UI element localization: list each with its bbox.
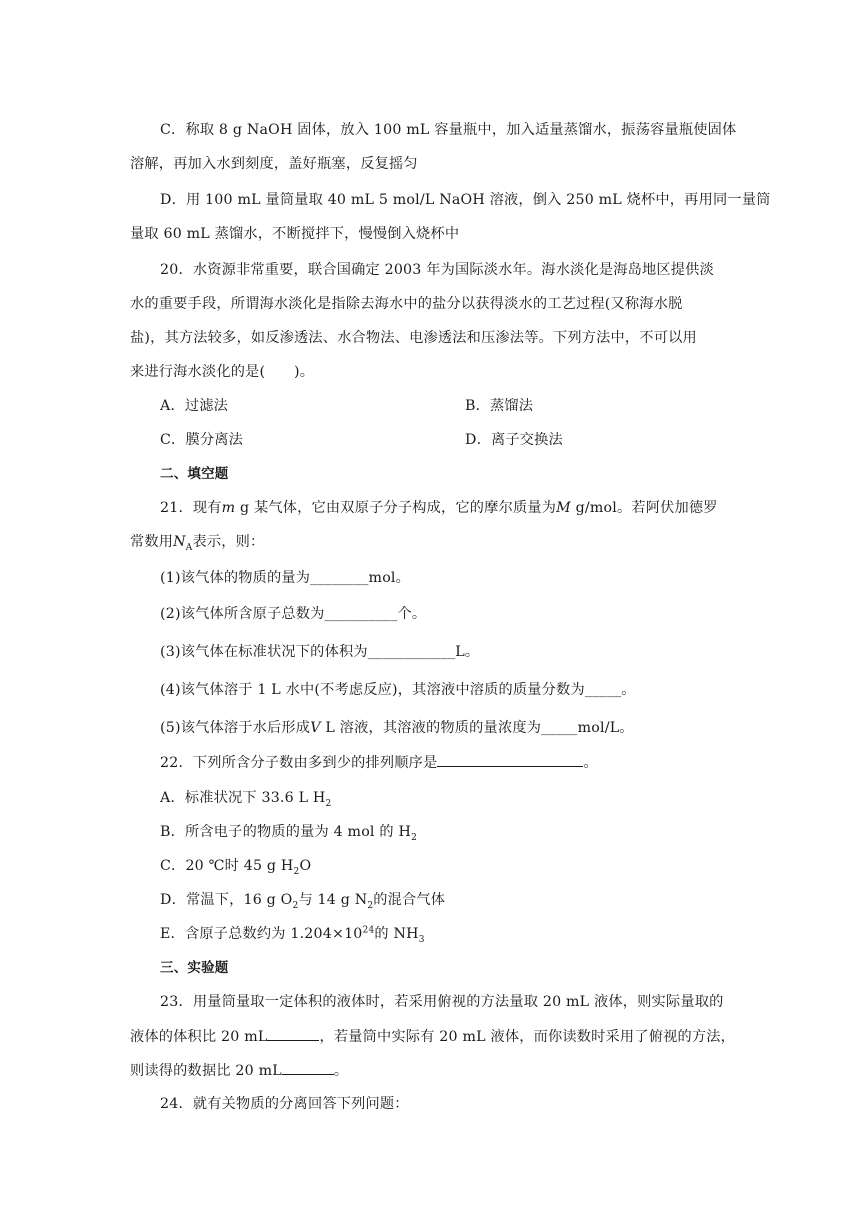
q19-option-c-line2: 溶解，再加入水到刻度，盖好瓶塞，反复摇匀	[130, 156, 418, 172]
q23-stem-line1: 23．用量筒量取一定体积的液体时，若采用俯视的方法量取 20 mL 液体，则实际量取的	[160, 994, 724, 1010]
q22-stem: 22．下列所含分子数由多到少的排列顺序是 。	[160, 752, 760, 773]
q21-stem-line2: 常数用$N_A$表示，则：	[130, 534, 265, 553]
q20-stem-line4: 来进行海水淡化的是( )。	[130, 364, 315, 380]
q20-stem-line2: 水的重要手段，所谓海水淡化是指除去海水中的盐分以获得淡水的工艺过程(又称海水脱	[130, 296, 683, 312]
q20-option-b: B．蒸馏法	[465, 398, 534, 414]
q20-option-c: C．膜分离法	[160, 432, 243, 448]
q21-part4: (4)该气体溶于 1 L 水中(不考虑反应)，其溶液中溶质的质量分数为_____。	[160, 682, 636, 698]
q23-stem-line3: 则读得的数据比 20 mL 。	[130, 1060, 730, 1081]
q19-option-d-line1: D．用 100 mL 量筒量取 40 mL 5 mol/L NaOH 溶液，倒入 250 mL 烧杯中，再用同一量筒	[160, 192, 771, 208]
q22-option-c: C．20 ℃时 45 g $H_2O$	[160, 858, 312, 877]
q22-option-b: B．所含电子的物质的量为 4 mol 的 $H_2$	[160, 824, 417, 843]
q20-option-d: D．离子交换法	[465, 432, 563, 448]
q22-option-e: E．含原子总数约为 $1.204\times 10^{24}$的 $NH_3$	[160, 925, 425, 945]
q19-option-d-line2: 量取 60 mL 蒸馏水，不断搅拌下，慢慢倒入烧杯中	[130, 226, 460, 242]
q21-part5: (5)该气体溶于水后形成V L 溶液，其溶液的物质的量浓度为_____mol/L。	[160, 720, 634, 736]
q20-option-a: A．过滤法	[160, 398, 228, 414]
q20-stem-line1: 20．水资源非常重要，联合国确定 2003 年为国际淡水年。海水淡化是海岛地区提供淡	[160, 262, 714, 278]
section-heading-fill-in: 二、填空题	[160, 466, 229, 482]
q22-option-a: A．标准状况下 33.6 L $H_2$	[160, 790, 332, 809]
q23-blank-2	[282, 1060, 334, 1075]
q19-option-c-line1: C．称取 8 g NaOH 固体，放入 100 mL 容量瓶中，加入适量蒸馏水，振荡容量瓶使固体	[160, 122, 737, 138]
q21-part2: (2)该气体所含原子总数为__________个。	[160, 606, 427, 622]
q22-answer-blank	[437, 752, 583, 767]
q20-stem-line3: 盐)，其方法较多，如反渗透法、水合物法、电渗透法和压渗法等。下列方法中，不可以用	[130, 330, 697, 346]
q23-stem-line2: 液体的体积比 20 mL ，若量筒中实际有 20 mL 液体，而你读数时采用了俯视的方法，	[130, 1026, 730, 1047]
q21-part3: (3)该气体在标准状况下的体积为____________L。	[160, 644, 480, 660]
q21-part1: (1)该气体的物质的量为________mol。	[160, 570, 411, 586]
q22-option-d: D．常温下，16 g $O_2$与 14 g $N_2$的混合气体	[160, 892, 446, 911]
q24-stem: 24．就有关物质的分离回答下列问题：	[160, 1096, 409, 1112]
section-heading-experiment: 三、实验题	[160, 960, 229, 976]
q23-blank-1	[267, 1026, 319, 1041]
q21-stem-line1: 21．现有m g 某气体，它由双原子分子构成，它的摩尔质量为M g/mol。若阿伏加德罗	[160, 500, 718, 516]
